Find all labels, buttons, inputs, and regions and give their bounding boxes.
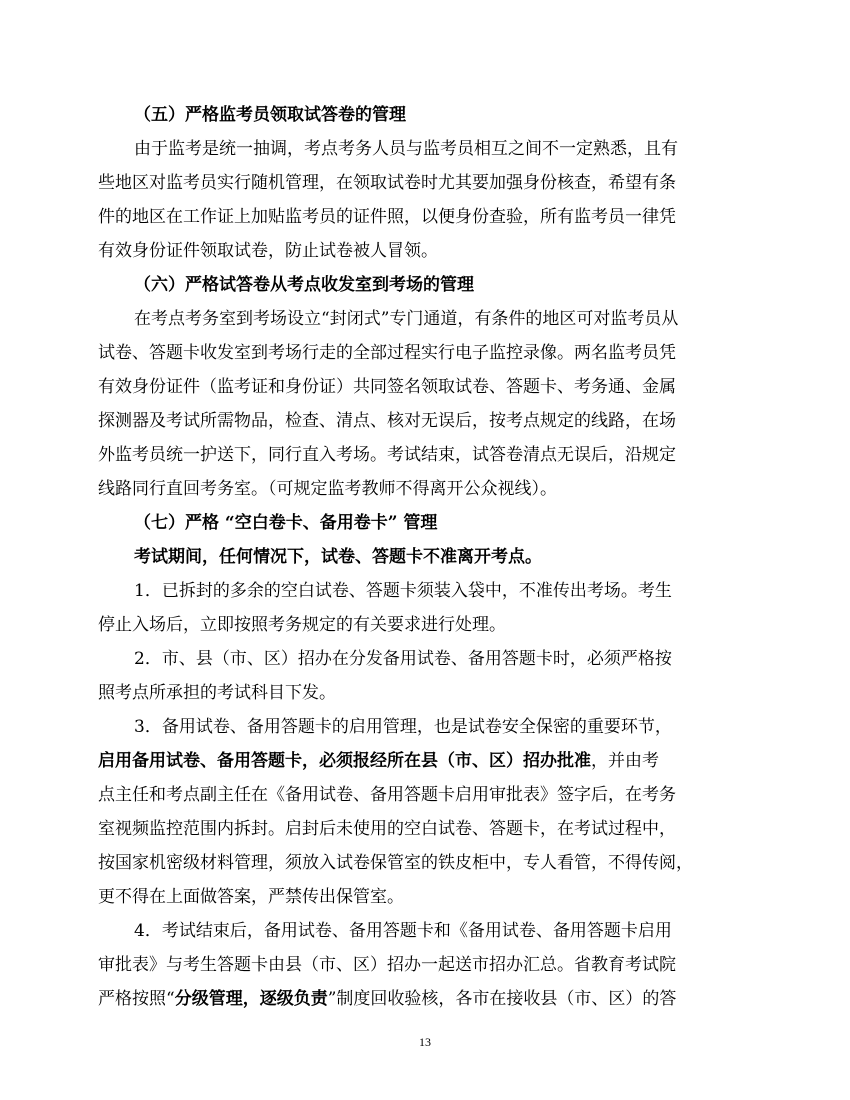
list-item-line bbox=[98, 982, 758, 1016]
paragraph-line: 在考点考务室到考场设立“封闭式”专门通道，有条件的地区可对监考员从 bbox=[134, 309, 679, 329]
paragraph-line: 外监考员统一护送下，同行直入考场。考试结束，试答卷清点无误后，沿规定 bbox=[98, 445, 676, 465]
list-item-line: 审批表》与考生答题卡由县（市、区）招办一起送市招办汇总。省教育考试院 bbox=[98, 955, 676, 975]
body-text: ，并由考 bbox=[591, 751, 659, 771]
paragraph-line: 探测器及考试所需物品，检查、清点、核对无误后，按考点规定的线路，在场 bbox=[98, 411, 676, 431]
list-item-line: 1．已拆封的多余的空白试卷、答题卡须装入袋中，不准传出考场。考生 bbox=[134, 581, 672, 601]
section-heading-5: （五）严格监考员领取试答卷的管理 bbox=[134, 105, 406, 125]
emphasis-line: 考试期间，任何情况下，试卷、答题卡不准离开考点。 bbox=[134, 547, 542, 567]
list-item-line: 3．备用试卷、备用答题卡的启用管理，也是试卷安全保密的重要环节， bbox=[134, 717, 672, 737]
paragraph-line: 些地区对监考员实行随机管理，在领取试卷时尤其要加强身份核查，希望有条 bbox=[98, 173, 676, 193]
document-body bbox=[98, 98, 758, 1016]
paragraph-line: 有效身份证件领取试卷，防止试卷被人冒领。 bbox=[98, 241, 438, 261]
emphasis-text: 分级管理，逐级负责 bbox=[174, 989, 328, 1009]
body-text: ”制度回收验核，各市在接收县（市、区）的答 bbox=[327, 989, 677, 1009]
list-item-line: 更不得在上面做答案，严禁传出保管室。 bbox=[98, 887, 404, 907]
list-item-line: 2．市、县（市、区）招办在分发备用试卷、备用答题卡时，必须严格按 bbox=[134, 649, 672, 669]
section-heading-7: （七）严格 “空白卷卡、备用卷卡” 管理 bbox=[134, 513, 438, 533]
paragraph-line: 有效身份证件（监考证和身份证）共同签名领取试卷、答题卡、考务通、金属 bbox=[98, 377, 676, 397]
list-item-line: 停止入场后，立即按照考务规定的有关要求进行处理。 bbox=[98, 615, 506, 635]
list-item-line bbox=[98, 744, 758, 778]
paragraph-line: 试卷、答题卡收发室到考场行走的全部过程实行电子监控录像。两名监考员凭 bbox=[98, 343, 676, 363]
body-text: 严格按照“ bbox=[98, 989, 175, 1009]
list-item-line: 室视频监控范围内拆封。启封后未使用的空白试卷、答题卡，在考试过程中， bbox=[98, 819, 676, 839]
emphasis-text: 启用备用试卷、备用答题卡，必须报经所在县（市、区）招办批准 bbox=[98, 751, 591, 771]
list-item-line: 照考点所承担的考试科目下发。 bbox=[98, 683, 336, 703]
list-item-line: 按国家机密级材料管理，须放入试卷保管室的铁皮柜中，专人看管，不得传阅， bbox=[98, 853, 693, 873]
paragraph-line: 由于监考是统一抽调，考点考务人员与监考员相互之间不一定熟悉，且有 bbox=[134, 139, 678, 159]
section-heading-6: （六）严格试答卷从考点收发室到考场的管理 bbox=[134, 275, 474, 295]
list-item-line: 4．考试结束后，备用试卷、备用答题卡和《备用试卷、备用答题卡启用 bbox=[134, 921, 672, 941]
page-number: 13 bbox=[419, 1035, 431, 1049]
list-item-line: 点主任和考点副主任在《备用试卷、备用答题卡启用审批表》签字后，在考务 bbox=[98, 785, 676, 805]
paragraph-line: 件的地区在工作证上加贴监考员的证件照，以便身份查验，所有监考员一律凭 bbox=[98, 207, 676, 227]
paragraph-line: 线路同行直回考务室。（可规定监考教师不得离开公众视线）。 bbox=[98, 479, 557, 499]
